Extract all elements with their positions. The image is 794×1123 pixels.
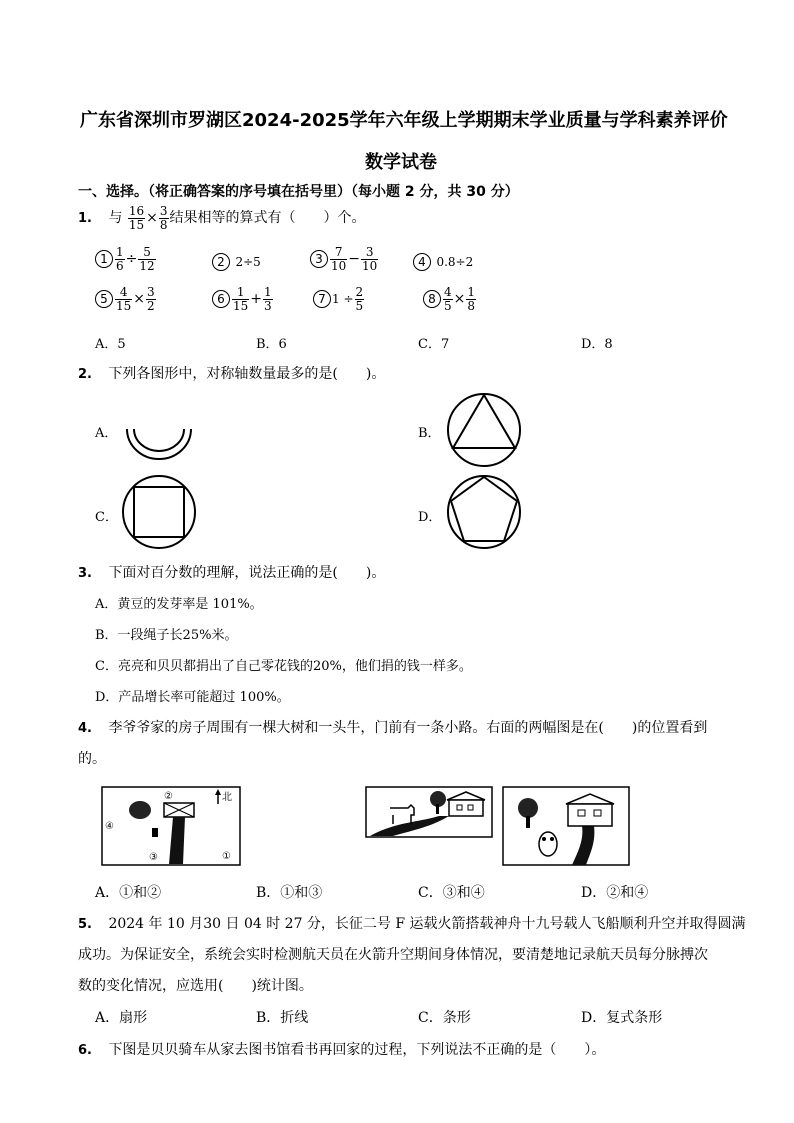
- option-d[interactable]: D．②和④: [581, 885, 649, 901]
- question-text: 成功。为保证安全，系统会实时检测航天员在火箭升空期间身体情况，要清楚地记录航天员每分脉搏次: [78, 947, 708, 963]
- option-a[interactable]: A．: [95, 426, 118, 441]
- expression-item: 4 0.8÷2: [413, 253, 473, 271]
- question-2: 2. 下列各图形中，对称轴数量最多的是( )。: [78, 366, 386, 382]
- option-b[interactable]: B．一段绳子长25%米。: [95, 628, 238, 643]
- expression-item: 2 2÷5: [212, 253, 261, 271]
- option-a[interactable]: A．5: [95, 337, 126, 352]
- question-text: 数的变化情况，应选用( )统计图。: [78, 978, 313, 994]
- option-a[interactable]: A．扇形: [95, 1010, 148, 1026]
- option-b[interactable]: B．6: [256, 337, 287, 352]
- option-d[interactable]: D．产品增长率可能超过 100%。: [95, 690, 290, 705]
- view-picture-2: [502, 786, 630, 866]
- north-label: 北: [222, 792, 232, 803]
- expression-item: 7 1 ÷ $\frac{2}{5}$: [313, 286, 365, 312]
- question-text: 的。: [78, 751, 106, 767]
- question-text: 李爷爷家的房子周围有一棵大树和一头牛，门前有一条小路。右面的两幅图是在( )的位置看到: [108, 720, 708, 736]
- option-b[interactable]: B．: [418, 426, 441, 441]
- option-a[interactable]: A．①和②: [95, 885, 162, 901]
- option-c[interactable]: C．亮亮和贝贝都捐出了自己零花钱的20%，他们捐的钱一样多。: [95, 659, 472, 674]
- option-c[interactable]: C．条形: [418, 1010, 471, 1026]
- option-b[interactable]: B．折线: [256, 1010, 309, 1026]
- section-heading: 一、选择。（将正确答案的序号填在括号里）（每小题 2 分，共 30 分）: [78, 184, 519, 200]
- marker: ②: [164, 791, 173, 802]
- question-text: 2024 年 10 月30 日 04 时 27 分，长征二号 F 运载火箭搭载神舟十九号载人飞船顺利升空并取得圆满: [108, 916, 746, 932]
- expression-item: 1 $\frac{1}{6}$ ÷ $\frac{5}{12}$: [95, 246, 157, 272]
- question-5: 5. 2024 年 10 月30 日 04 时 27 分，长征二号 F 运载火箭搭载神舟十九号载人飞船顺利升空并取得圆满: [78, 916, 746, 932]
- expression-item: 8 $\frac{4}{5}$ × $\frac{1}{8}$: [423, 286, 477, 312]
- marker: ①: [222, 851, 231, 862]
- option-d[interactable]: D．: [418, 510, 442, 525]
- fraction: $\frac{3}{8}$: [159, 204, 168, 232]
- figure-square-in-circle: [121, 474, 197, 550]
- marker: ④: [105, 821, 114, 832]
- expression-item: 3 $\frac{7}{10}$ − $\frac{3}{10}$: [310, 246, 379, 272]
- marker: ③: [149, 852, 158, 863]
- question-text: 结果相等的算式有（ ）个。: [169, 210, 366, 227]
- option-d[interactable]: D．复式条形: [581, 1010, 663, 1026]
- figure-pentagon-in-circle: [446, 474, 522, 550]
- option-a[interactable]: A．黄豆的发芽率是 101%。: [95, 597, 263, 612]
- option-d[interactable]: D．8: [581, 337, 613, 352]
- question-number: 1.: [78, 211, 92, 227]
- expression-item: 6 $\frac{1}{15}$ + $\frac{1}{3}$: [212, 286, 274, 312]
- map-diagram: [101, 786, 241, 866]
- question-3: 3. 下面对百分数的理解，说法正确的是( )。: [78, 565, 386, 581]
- figure-triangle-in-circle: [446, 392, 522, 468]
- option-c[interactable]: C．7: [418, 337, 450, 352]
- figure-arcs: [124, 426, 194, 462]
- fraction: $\frac{16}{15}$: [128, 204, 145, 232]
- question-text: 下列各图形中，对称轴数量最多的是( )。: [108, 366, 386, 382]
- view-picture-1: [365, 786, 493, 838]
- option-b[interactable]: B．①和③: [256, 885, 323, 901]
- page-title: 广东省深圳市罗湖区2024-2025学年六年级上学期期末学业质量与学科素养评价: [80, 110, 728, 131]
- question-text: 下面对百分数的理解，说法正确的是( )。: [108, 565, 386, 581]
- question-1: 1. 与 $\frac{16}{15}$ × $\frac{3}{8}$ 结果相等的算式有（ ）个。: [78, 204, 366, 232]
- expression-item: 5 $\frac{4}{15}$ × $\frac{3}{2}$: [95, 286, 157, 312]
- question-text: 与: [108, 210, 123, 227]
- option-c[interactable]: C．: [95, 510, 118, 525]
- page-subtitle: 数学试卷: [365, 152, 437, 173]
- question-4: 4. 李爷爷家的房子周围有一棵大树和一头牛，门前有一条小路。右面的两幅图是在( )的位置看到: [78, 720, 708, 736]
- question-6: 6. 下图是贝贝骑车从家去图书馆看书再回家的过程，下列说法不正确的是（ ）。: [78, 1042, 606, 1058]
- question-text: 下图是贝贝骑车从家去图书馆看书再回家的过程，下列说法不正确的是（ ）。: [108, 1042, 606, 1058]
- option-c[interactable]: C．③和④: [418, 885, 485, 901]
